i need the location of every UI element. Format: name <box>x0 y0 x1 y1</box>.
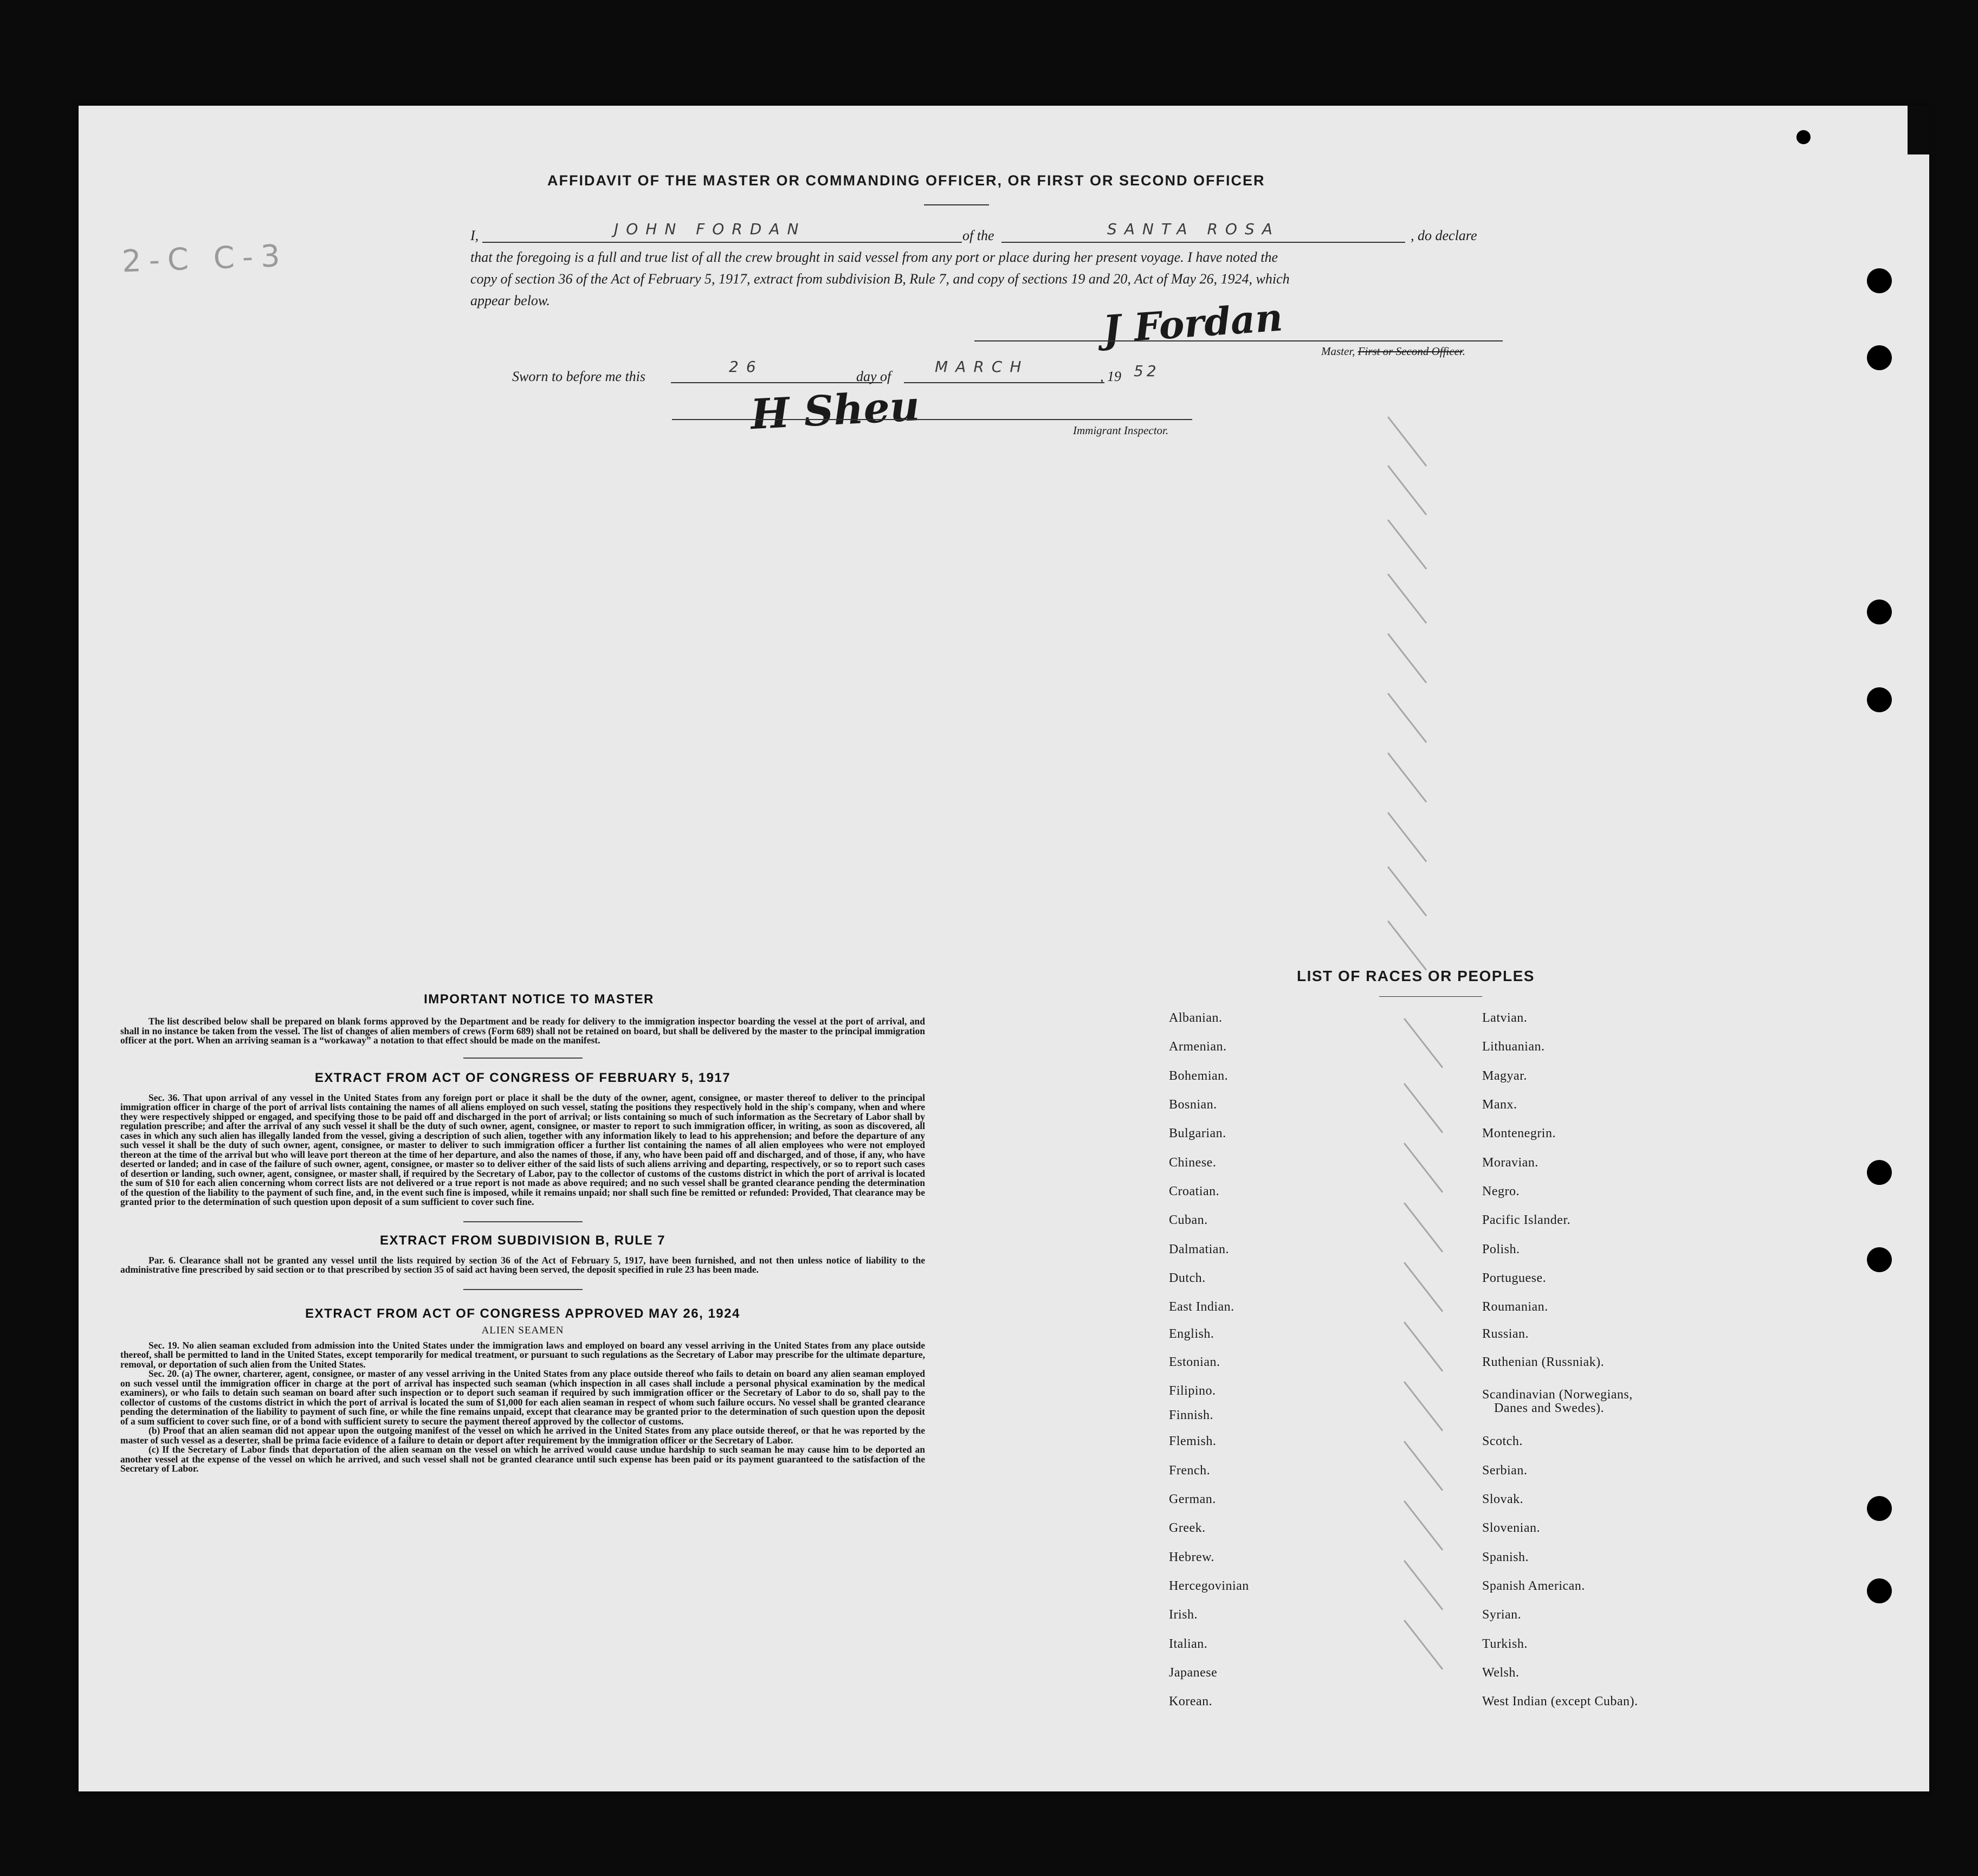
punch-hole <box>1867 1247 1892 1272</box>
sworn-prefix: Sworn to before me this <box>512 369 646 384</box>
races-title: LIST OF RACES OR PEOPLES <box>1297 968 1535 984</box>
page-tab-mark <box>1908 106 1929 154</box>
race-item: Slovak. <box>1482 1492 1524 1506</box>
punch-hole <box>1867 687 1892 712</box>
race-item: Roumanian. <box>1482 1300 1548 1314</box>
race-item: Turkish. <box>1482 1637 1528 1651</box>
race-item: Korean. <box>1169 1694 1213 1709</box>
race-item: Ruthenian (Russniak). <box>1482 1355 1605 1369</box>
sec-20c-body: (c) If the Secretary of Labor finds that deportation of the alien seaman on the vessel on which he arrived would cause undue hardship to such seaman he may cause him to be deported an another vessel at the expense of the vessel on which he arrived, and such vessel shall not be granted clearance until such expense has been paid or its payment guaranteed to the satisfaction of the Secretary of Labor. <box>120 1444 925 1474</box>
sworn-day-field <box>671 382 882 383</box>
race-item: Portuguese. <box>1482 1271 1547 1285</box>
race-item: Russian. <box>1482 1327 1529 1341</box>
race-item: Manx. <box>1482 1098 1517 1112</box>
section-divider <box>463 1289 583 1290</box>
race-item: Lithuanian. <box>1482 1040 1545 1054</box>
affidavit-line-2: that the foregoing is a full and true list of all the crew brought in said vessel from any port or place during her present voyage. I have noted the <box>470 249 1278 265</box>
master-name-field <box>482 242 962 243</box>
affidavit-line-4: appear below. <box>470 293 550 308</box>
punch-hole <box>1867 345 1892 370</box>
sec-19-body: Sec. 19. No alien seaman excluded from admission into the United States under the immigration laws and employed on board any vessel arriving in the United States from any place outside thereof, shall be permitted to land in the United States, except temporarily for medical treatment, or pursuant to such regulations as the Secretary of Labor may prescribe for the ultimate departure, removal, or deportation of such alien from the United States. <box>120 1339 925 1370</box>
race-item: Hercegovinian <box>1169 1579 1249 1593</box>
inspector-signature: H Sheu <box>749 381 921 439</box>
race-item: Polish. <box>1482 1242 1520 1256</box>
sworn-month-field <box>904 382 1104 383</box>
race-item: Hebrew. <box>1169 1550 1214 1564</box>
race-item: Welsh. <box>1482 1666 1520 1680</box>
race-item: Albanian. <box>1169 1011 1223 1025</box>
race-item: Bulgarian. <box>1169 1126 1226 1140</box>
race-item: Montenegrin. <box>1482 1126 1556 1140</box>
race-item: Danes and Swedes). <box>1494 1401 1604 1415</box>
extract-1917-body: Sec. 36. That upon arrival of any vessel in the United States from any foreign port or place it shall be the duty of the owner, agent, consignee, or master thereof to deliver to the principal immigration officer in charge of the port of arrival lists containing the names of all aliens employed on such vessel, stating the positions they respectively hold in the ship's company, when and where they were respectively shipped or engaged, and specifying those to be paid off and discharged in the port of arrival; or lists containing so much of such information as the Secretary of Labor shall by regulation prescribe; and after the arrival of any such vessel it shall be the duty of such owner, agent, consignee, or master to report to such immigration officer, in writing, as soon as discovered, all cases in which any such alien has illegally landed from the vessel, giving a description of such alien, together with any information likely to lead to his apprehension; and before the departure of any such vessel it shall be the duty of such owner, agent, consignee, or master to deliver to such immigration officer a further list containing the names of all alien employees who were not employed thereon at the time of the arrival but who will leave port thereon at the time of her departure, and also the names of those, if any, who have been paid off and discharged, and of those, if any, who have deserted or landed; and in case of the failure of such owner, agent, consignee, or master so to deliver either of the said lists of such aliens arriving and departing, respectively, or so to report such cases of desertion or landing, such owner, agent, consignee, or master shall, if required by the Secretary of Labor, pay to the collector of customs of the customs district in which the port of arrival is located the sum of $10 for each alien concerning whom correct lists are not delivered or a true report is not made as above required; and no such vessel shall be granted clearance pending the determination of the question of the liability to the payment of such fine, and, in the event such fine is imposed, while it remains unpaid; nor shall such fine be remitted or refunded: Provided, That clearance may be granted prior to the determination of such question upon deposit of a sum sufficient to cover such fine. <box>120 1092 925 1207</box>
sworn-month-value: MARCH <box>935 358 1029 376</box>
day-of-label: day of <box>856 369 891 384</box>
race-item: East Indian. <box>1169 1300 1234 1314</box>
extract-1924-title: EXTRACT FROM ACT OF CONGRESS APPROVED MAY 26, 1924 <box>305 1306 740 1321</box>
master-name-value: JOHN FORDAN <box>614 220 806 238</box>
declarant-prefix: I, <box>470 228 479 243</box>
race-item: Pacific Islander. <box>1482 1213 1571 1227</box>
race-item: Spanish American. <box>1482 1579 1585 1593</box>
race-item: Scotch. <box>1482 1434 1523 1448</box>
races-divider <box>1379 996 1482 997</box>
race-item: Scandinavian (Norwegians, <box>1482 1388 1633 1402</box>
notice-body: The list described below shall be prepared on blank forms approved by the Department and be ready for delivery to the immigration inspector boarding the vessel at the port of arrival, and shall in no instance be taken from the vessel. The list of changes of alien members of crews (Form 689) shall not be retained on board, but shall be delivered by the master to the principal immigration officer at the port. When an arriving seaman is a “workaway” a notation to that effect should be made on the manifest. <box>120 1016 925 1046</box>
race-item: Chinese. <box>1169 1156 1217 1170</box>
race-item: Dutch. <box>1169 1271 1206 1285</box>
affidavit-line-3: copy of section 36 of the Act of February 5, 1917, extract from subdivision B, Rule 7, and copy of sections 19 and 20, Act of May 26, 1924, which <box>470 271 1290 287</box>
punch-hole <box>1867 1160 1892 1185</box>
race-item: French. <box>1169 1464 1211 1478</box>
declare-suffix: , do declare <box>1411 228 1477 243</box>
race-item: Dalmatian. <box>1169 1242 1229 1256</box>
inspector-signature-line <box>672 419 1192 420</box>
race-item: Irish. <box>1169 1608 1198 1622</box>
punch-hole <box>1867 268 1892 293</box>
race-item: Cuban. <box>1169 1213 1208 1227</box>
race-item: Estonian. <box>1169 1355 1220 1369</box>
race-item: Moravian. <box>1482 1156 1539 1170</box>
punch-hole <box>1867 1496 1892 1521</box>
race-item: German. <box>1169 1492 1216 1506</box>
race-item: Croatian. <box>1169 1184 1220 1198</box>
race-item: Negro. <box>1482 1184 1520 1198</box>
punch-hole-small <box>1796 130 1811 144</box>
vessel-name-value: SANTA ROSA <box>1107 220 1280 238</box>
race-item: Bohemian. <box>1169 1069 1229 1083</box>
race-item: Spanish. <box>1482 1550 1529 1564</box>
sec-20b-body: (b) Proof that an alien seaman did not appear upon the outgoing manifest of the vessel on which he arrived in the United States from any place outside thereof, or that he was reported by the master of such vessel as a deserter, shall be prima facie evidence of a failure to detain or deport after requirement by the immigration officer or the Secretary of Labor. <box>120 1425 925 1446</box>
legal-notices-column <box>120 992 925 1474</box>
master-caption <box>1321 345 1465 358</box>
race-item: Filipino. <box>1169 1384 1216 1398</box>
of-the-label: of the <box>962 228 994 243</box>
race-item: Syrian. <box>1482 1608 1522 1622</box>
sworn-year-prefix: , 19 <box>1100 369 1121 384</box>
title-divider <box>924 204 989 205</box>
section-divider <box>463 1221 583 1222</box>
race-item: Japanese <box>1169 1666 1218 1680</box>
punch-hole <box>1867 1578 1892 1603</box>
master-signature-line <box>974 340 1503 341</box>
vessel-name-field <box>1001 242 1405 243</box>
race-item: West Indian (except Cuban). <box>1482 1694 1638 1709</box>
master-caption-struck: First or Second Officer <box>1358 345 1463 358</box>
race-item: Greek. <box>1169 1521 1206 1535</box>
race-item: English. <box>1169 1327 1214 1341</box>
rule-7-body: Par. 6. Clearance shall not be granted any vessel until the lists required by section 36 of the Act of February 5, 1917, have been furnished, and not then unless notice of liability to the administrative fine prescribed by said section or to that prescribed by section 35 of said act having been served, the deposit specified in rule 23 has been made. <box>120 1254 925 1275</box>
race-item: Finnish. <box>1169 1408 1214 1422</box>
race-item: Magyar. <box>1482 1069 1527 1083</box>
race-item: Italian. <box>1169 1637 1208 1651</box>
master-caption-end: . <box>1462 345 1465 358</box>
race-item: Slovenian. <box>1482 1521 1540 1535</box>
punch-hole <box>1867 599 1892 624</box>
extract-1917-title: EXTRACT FROM ACT OF CONGRESS OF FEBRUARY 5, 1917 <box>314 1070 731 1085</box>
master-signature: J Fordan <box>1101 294 1284 352</box>
race-item: Serbian. <box>1482 1464 1528 1478</box>
sec-20a-body: Sec. 20. (a) The owner, charterer, agent, consignee, or master of any vessel arriving in the United States from any place outside thereof who fails to detain on board any alien seaman employed on such vessel until the immigration officer in charge at the port of arrival has inspected such seaman (which inspection in all cases shall include a personal physical examination by the medical examiners), or who fails to detain such seaman on board after such inspection or to deport such seaman if required by such immigration officer or the Secretary of Labor to do so, shall pay to the collector of customs of the customs district in which the port of arrival is located the sum of $1,000 for each alien seaman in respect of whom such failure occurs. No vessel shall be granted clearance pending the determination of the liability to payment of such fine, or while the fine remains unpaid, except that clearance may be granted prior to the determination of such question upon the deposit of a sum sufficient to cover such fine, or of a bond with sufficient surety to secure the payment thereof approved by the collector of customs. <box>120 1368 925 1427</box>
rule-7-title: EXTRACT FROM SUBDIVISION B, RULE 7 <box>379 1233 666 1248</box>
race-item: Armenian. <box>1169 1040 1227 1054</box>
inspector-caption: Immigrant Inspector. <box>1073 424 1169 437</box>
sworn-day-value: 26 <box>729 358 764 376</box>
margin-mark: 2-C C-3 <box>121 238 288 280</box>
race-item: Latvian. <box>1482 1011 1528 1025</box>
race-item: Bosnian. <box>1169 1098 1217 1112</box>
extract-1924-subtitle: ALIEN SEAMEN <box>481 1324 564 1336</box>
race-item: Flemish. <box>1169 1434 1217 1448</box>
notice-title: IMPORTANT NOTICE TO MASTER <box>424 992 654 1007</box>
master-caption-title: Master, <box>1321 345 1355 358</box>
sworn-year-value: 52 <box>1134 362 1160 380</box>
affidavit-title: AFFIDAVIT OF THE MASTER OR COMMANDING OFFICER, OR FIRST OR SECOND OFFICER <box>547 172 1265 189</box>
affidavit-body <box>470 220 1503 336</box>
section-divider <box>463 1058 583 1059</box>
